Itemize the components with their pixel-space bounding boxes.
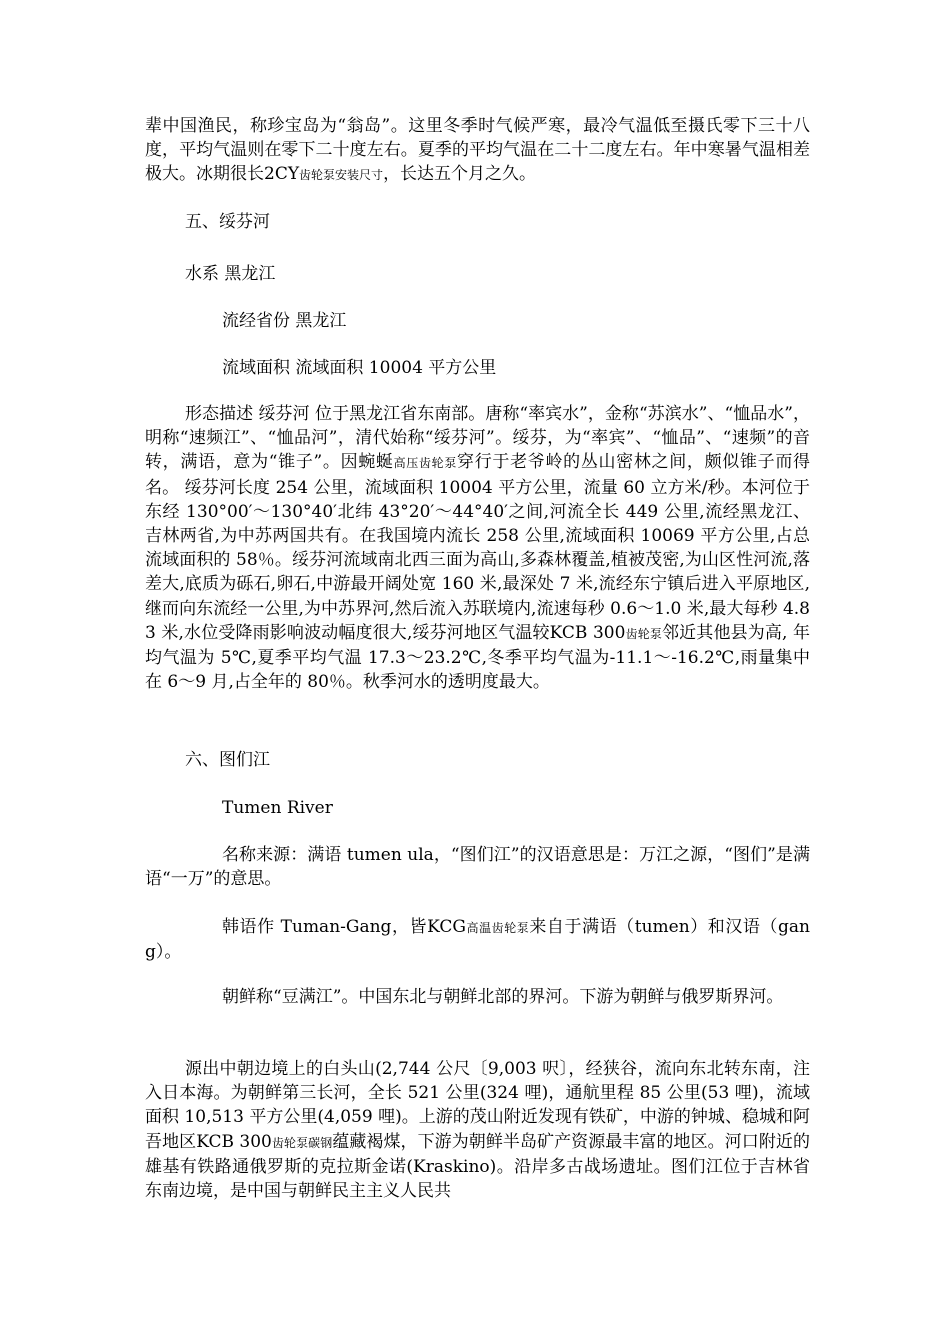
provinces-line: 流经省份 黑龙江 [222, 311, 347, 331]
inserted-keyword: 高温齿轮泵 [465, 921, 530, 935]
paragraph-tumen-source: 源出中朝边境上的白头山(2,744 公尺〔9,003 呎〕，经狭谷，流向东北转东南，注入日本海。为朝鲜第三长河，全长 521 公里(324 哩)，通航里程 85 公里(53 哩)，流域面积 10,513 平方公里(4,059 哩)。上游的茂山附近发现有铁矿，中游的钟城、稳城和阿吾地区KCB 300齿轮泵碳钢蕴藏褐煤，下游为朝鲜半岛矿产资源最丰富的地区。河口附近的雄基有铁路通俄罗斯的克拉斯金诺(Kraskino)。沿岸多古战场遗址。图们江位于吉林省东南边境，是中国与朝鲜民主主义人民共 [145, 1059, 810, 1202]
paragraph-name-origin: 名称来源：满语 tumen ula，“图们江”的汉语意思是：万江之源，“图们”是满语“一万”的意思。 [145, 845, 810, 890]
paragraph-suifen-description: 形态描述 绥芬河 位于黑龙江省东南部。唐称“率宾水”，金称“苏滨水”、“恤品水”，明称“速频江”、“恤品河”，清代始称“绥芬河”。绥芬，为“率宾”、“恤品”、“速频”的音转，满语，意为“锥子”。因蜿蜒高压齿轮泵穿行于老爷岭的丛山密林之间，颇似锥子而得名。 绥芬河长度 254 公里，流域面积 10004 平方公里，流量 60 立方米/秒。本河位于东经 130°00′～130°40′北纬 43°20′～44°40′之间,河流全长 449 公里,流经黑龙江、吉林两省,为中苏两国共有。在我国境内流长 258 公里,流域面积 10069 平方公里,占总流域面积的 58％。绥芬河流域南北西三面为高山,多森林覆盖,植被茂密,为山区性河流,落差大,底质为砾石,卵石,中游最开阔处宽 160 米,最深处 7 米,流经东宁镇后进入平原地区,继而向东流经一公里,为中苏界河,然后流入苏联境内,流速每秒 0.6～1.0 米,最大每秒 4.83 米,水位受降雨影响波动幅度很大,绥芬河地区气温较KCB 300齿轮泵邻近其他县为高, 年均气温为 5℃,夏季平均气温 17.3～23.2℃,冬季平均气温为-11.1～-16.2℃,雨量集中在 6～9 月,占全年的 80％。秋季河水的透明度最大。 [145, 404, 811, 693]
inserted-keyword: 高压齿轮泵 [393, 456, 458, 471]
inserted-model: 2CY [264, 164, 300, 185]
basin-area-line: 流域面积 流域面积 10004 平方公里 [222, 358, 497, 378]
inserted-model: KCG [427, 917, 466, 937]
inserted-keyword: 齿轮泵安装尺寸 [299, 168, 384, 183]
inserted-keyword: 齿轮泵碳钢 [271, 1135, 333, 1150]
paragraph-north-korea-name: 朝鲜称“豆满江”。中国东北与朝鲜北部的界河。下游为朝鲜与俄罗斯界河。 [222, 987, 784, 1007]
section-heading-suifen: 五、绥芬河 [185, 212, 270, 232]
english-name-line: Tumen River [222, 798, 333, 818]
water-system-line: 水系 黑龙江 [185, 264, 276, 284]
section-heading-tumen: 六、图们江 [185, 750, 270, 770]
paragraph-korean-name: 韩语作 Tuman-Gang，皆KCG高温齿轮泵来自于满语（tumen）和汉语（gang）。 [145, 917, 810, 963]
inserted-keyword: 齿轮泵 [625, 626, 663, 641]
inserted-model: KCB 300 [549, 622, 626, 643]
inserted-model: KCB 300 [196, 1131, 272, 1152]
paragraph-zhenbao-climate: 辈中国渔民，称珍宝岛为“翁岛”。这里冬季时气候严寒，最冷气温低至摄氏零下三十八度，平均气温则在零下二十度左右。夏季的平均气温在二十二度左右。年中寒暑气温相差极大。冰期很长2CY齿轮泵安装尺寸，长达五个月之久。 [145, 116, 810, 185]
